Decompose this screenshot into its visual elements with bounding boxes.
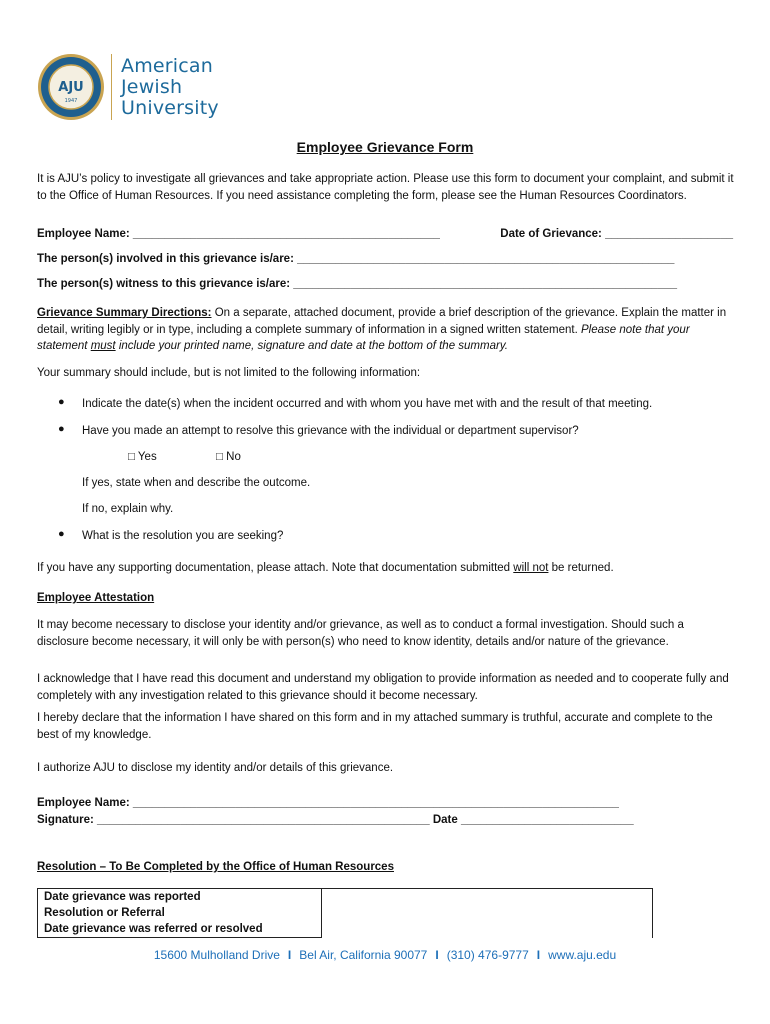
bullet-dot: ● — [58, 528, 65, 540]
bullet-1: Indicate the date(s) when the incident occurred and with whom you have met with and the result of that meeting. — [82, 398, 653, 410]
yes-checkbox[interactable]: □ Yes — [128, 451, 157, 463]
resolution-heading: Resolution – To Be Completed by the Office of Human Resources — [37, 861, 394, 873]
bullet-dot: ● — [58, 423, 65, 435]
footer-contact — [0, 948, 770, 962]
date-of-grievance-field[interactable]: Date of Grievance: ____________________ — [500, 228, 733, 240]
resolution-row-label: Date grievance was reported — [38, 889, 322, 906]
logo-line-3: University — [121, 96, 219, 119]
if-no-text: If no, explain why. — [82, 503, 174, 515]
footer-separator: I — [287, 948, 292, 962]
signature-date-field[interactable]: Date ___________________________ — [432, 814, 634, 826]
supporting-part-2: be returned. — [548, 562, 614, 574]
summary-intro: Your summary should include, but is not limited to the following information: — [37, 367, 421, 379]
persons-witness-field[interactable]: The person(s) witness to this grievance is/are: ____________________________________________________________ — [37, 278, 678, 290]
supporting-docs-text — [37, 560, 737, 577]
persons-involved-field[interactable]: The person(s) involved in this grievance is/are: ___________________________________________________________ — [37, 253, 675, 265]
directions-text: On a separate, attached document, provide a brief description of the grievance. Explain the matter in detail, writing legibly or in type, including a complete summary of information in a signed written statement. — [37, 307, 727, 336]
employee-name-row — [37, 226, 733, 243]
footer-separator: I — [536, 948, 541, 962]
logo-wordmark — [121, 56, 219, 119]
note-emphasis: must — [90, 340, 116, 352]
attestation-paragraph-2: I acknowledge that I have read this document and understand my obligation to provide information as needed and to cooperate fully and completely with any investigation related to this grievance should it become necessary. — [37, 673, 729, 702]
signature-employee-name-field[interactable]: Employee Name: ____________________________________________________________________________ — [37, 797, 619, 809]
no-checkbox[interactable]: □ No — [216, 451, 241, 463]
employee-name-field[interactable]: Employee Name: ________________________________________________ — [37, 228, 440, 240]
seal-text: AJU — [58, 80, 84, 95]
directions-paragraph — [37, 305, 737, 355]
aju-logo — [37, 53, 219, 121]
resolution-row-label: Date grievance was referred or resolved — [38, 921, 322, 938]
if-yes-text: If yes, state when and describe the outcome. — [82, 477, 311, 489]
bullet-3: What is the resolution you are seeking? — [82, 530, 284, 542]
attestation-paragraph-4: I authorize AJU to disclose my identity and/or details of this grievance. — [37, 762, 394, 774]
yes-no-options — [128, 449, 428, 466]
logo-line-1: American — [121, 54, 214, 77]
footer-address: 15600 Mulholland Drive — [153, 948, 280, 962]
resolution-table — [37, 888, 653, 938]
resolution-value-cell[interactable] — [322, 889, 653, 938]
resolution-row-label: Resolution or Referral — [38, 905, 322, 921]
table-row — [38, 889, 653, 906]
form-title: Employee Grievance Form — [296, 139, 474, 155]
signature-field[interactable]: Signature: ____________________________________________________ — [37, 814, 430, 826]
bullet-2: Have you made an attempt to resolve this grievance with the individual or department supervisor? — [82, 425, 579, 437]
supporting-part-1: If you have any supporting documentation, please attach. Note that documentation submitted — [37, 562, 514, 574]
logo-divider — [111, 54, 112, 120]
supporting-emphasis: will not — [513, 562, 549, 574]
note-part-2: include your printed name, signature and date at the bottom of the summary. — [115, 340, 508, 352]
footer-separator: I — [435, 948, 439, 962]
intro-paragraph: It is AJU’s policy to investigate all grievances and take appropriate action. Please use this form to document your complaint, and submit it to the Office of Human Resources. If you need assistance completing the form, please see the Human Resources Coordinators. — [37, 173, 734, 202]
logo-line-2: Jewish — [121, 75, 183, 98]
bullet-dot: ● — [58, 396, 65, 408]
footer-website-link[interactable]: www.aju.edu — [548, 948, 617, 962]
footer-city: Bel Air, California 90077 — [299, 948, 428, 962]
seal-year: 1947 — [64, 98, 78, 104]
directions-heading: Grievance Summary Directions: — [37, 307, 212, 319]
university-seal-icon — [37, 53, 105, 121]
attestation-paragraph-3: I hereby declare that the information I have shared on this form and in my attached summary is truthful, accurate and complete to the best of my knowledge. — [37, 712, 713, 741]
attestation-heading: Employee Attestation — [37, 592, 155, 604]
signature-row — [37, 812, 737, 829]
footer-phone: (310) 476-9777 — [446, 948, 529, 962]
attestation-paragraph-1: It may become necessary to disclose your identity and/or grievance, as well as to conduct a formal investigation. Should such a disclosure become necessary, it will only be with person(s) who need to know identity, details and/or nature of the grievance. — [37, 619, 684, 648]
note-part-1: Please note that your statement — [37, 323, 690, 352]
